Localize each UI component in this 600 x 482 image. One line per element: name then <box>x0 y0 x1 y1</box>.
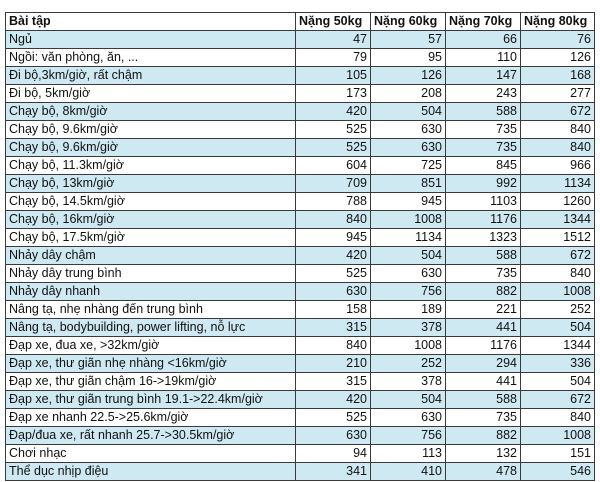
value-70kg-cell: 735 <box>446 139 521 157</box>
table-row <box>6 463 595 481</box>
value-50kg-cell: 525 <box>296 121 371 139</box>
activity-cell: Ngồi: văn phòng, ăn, ... <box>6 49 296 67</box>
value-60kg-cell: 1008 <box>371 337 446 355</box>
value-80kg-cell: 672 <box>521 103 595 121</box>
value-70kg-cell: 882 <box>446 283 521 301</box>
table-row <box>6 121 595 139</box>
value-80kg-cell: 546 <box>521 463 595 481</box>
value-70kg-cell: 735 <box>446 409 521 427</box>
value-70kg-cell: 588 <box>446 391 521 409</box>
table-row <box>6 175 595 193</box>
table-row <box>6 49 595 67</box>
activity-cell: Thể dục nhịp điệu <box>6 463 296 481</box>
value-60kg-cell: 630 <box>371 121 446 139</box>
activity-cell: Chạy bộ, 13km/giờ <box>6 175 296 193</box>
table-row <box>6 301 595 319</box>
header-row <box>6 13 595 31</box>
activity-cell: Chạy bộ, 9.6km/giờ <box>6 121 296 139</box>
value-50kg-cell: 47 <box>296 31 371 49</box>
header-weight-70kg: Nặng 70kg <box>446 13 521 31</box>
value-70kg-cell: 992 <box>446 175 521 193</box>
value-80kg-cell: 840 <box>521 409 595 427</box>
value-80kg-cell: 1344 <box>521 337 595 355</box>
table-row <box>6 265 595 283</box>
activity-cell: Ngủ <box>6 31 296 49</box>
value-60kg-cell: 113 <box>371 445 446 463</box>
value-50kg-cell: 525 <box>296 409 371 427</box>
activity-cell: Chơi nhạc <box>6 445 296 463</box>
activity-cell: Chạy bộ, 14.5km/giờ <box>6 193 296 211</box>
value-60kg-cell: 756 <box>371 283 446 301</box>
value-80kg-cell: 126 <box>521 49 595 67</box>
value-60kg-cell: 504 <box>371 247 446 265</box>
value-60kg-cell: 630 <box>371 409 446 427</box>
activity-cell: Nhảy dây chậm <box>6 247 296 265</box>
table-row <box>6 445 595 463</box>
value-80kg-cell: 672 <box>521 391 595 409</box>
activity-cell: Chạy bộ, 11.3km/giờ <box>6 157 296 175</box>
table-header <box>6 13 595 31</box>
value-50kg-cell: 94 <box>296 445 371 463</box>
value-80kg-cell: 277 <box>521 85 595 103</box>
value-50kg-cell: 158 <box>296 301 371 319</box>
value-80kg-cell: 504 <box>521 319 595 337</box>
value-70kg-cell: 110 <box>446 49 521 67</box>
value-50kg-cell: 315 <box>296 373 371 391</box>
value-80kg-cell: 76 <box>521 31 595 49</box>
value-80kg-cell: 1008 <box>521 427 595 445</box>
value-50kg-cell: 210 <box>296 355 371 373</box>
value-70kg-cell: 132 <box>446 445 521 463</box>
value-50kg-cell: 173 <box>296 85 371 103</box>
activity-cell: Đạp xe, thư giãn nhẹ nhàng <16km/giờ <box>6 355 296 373</box>
value-50kg-cell: 79 <box>296 49 371 67</box>
value-50kg-cell: 525 <box>296 139 371 157</box>
value-60kg-cell: 504 <box>371 103 446 121</box>
value-60kg-cell: 725 <box>371 157 446 175</box>
table-row <box>6 427 595 445</box>
value-70kg-cell: 1103 <box>446 193 521 211</box>
value-50kg-cell: 945 <box>296 229 371 247</box>
table-row <box>6 391 595 409</box>
value-60kg-cell: 1008 <box>371 211 446 229</box>
value-70kg-cell: 441 <box>446 373 521 391</box>
table-row <box>6 229 595 247</box>
activity-cell: Nhảy dây trung bình <box>6 265 296 283</box>
value-80kg-cell: 1134 <box>521 175 595 193</box>
value-60kg-cell: 851 <box>371 175 446 193</box>
table-row <box>6 211 595 229</box>
table-row <box>6 373 595 391</box>
value-70kg-cell: 735 <box>446 121 521 139</box>
table-row <box>6 139 595 157</box>
value-50kg-cell: 420 <box>296 247 371 265</box>
value-80kg-cell: 840 <box>521 121 595 139</box>
value-60kg-cell: 1134 <box>371 229 446 247</box>
table-row <box>6 31 595 49</box>
value-50kg-cell: 105 <box>296 67 371 85</box>
value-70kg-cell: 294 <box>446 355 521 373</box>
value-50kg-cell: 315 <box>296 319 371 337</box>
value-70kg-cell: 1176 <box>446 211 521 229</box>
value-70kg-cell: 243 <box>446 85 521 103</box>
value-60kg-cell: 378 <box>371 373 446 391</box>
value-60kg-cell: 630 <box>371 139 446 157</box>
table-row <box>6 319 595 337</box>
table-row <box>6 409 595 427</box>
value-70kg-cell: 1323 <box>446 229 521 247</box>
value-60kg-cell: 208 <box>371 85 446 103</box>
value-60kg-cell: 410 <box>371 463 446 481</box>
header-weight-50kg: Nặng 50kg <box>296 13 371 31</box>
activity-cell: Đi bộ, 5km/giờ <box>6 85 296 103</box>
value-50kg-cell: 420 <box>296 103 371 121</box>
value-60kg-cell: 252 <box>371 355 446 373</box>
value-80kg-cell: 672 <box>521 247 595 265</box>
table-body <box>6 31 595 481</box>
value-80kg-cell: 504 <box>521 373 595 391</box>
value-80kg-cell: 840 <box>521 139 595 157</box>
value-70kg-cell: 441 <box>446 319 521 337</box>
value-50kg-cell: 709 <box>296 175 371 193</box>
value-60kg-cell: 945 <box>371 193 446 211</box>
value-60kg-cell: 630 <box>371 265 446 283</box>
table-row <box>6 85 595 103</box>
value-70kg-cell: 478 <box>446 463 521 481</box>
value-50kg-cell: 630 <box>296 283 371 301</box>
value-50kg-cell: 604 <box>296 157 371 175</box>
table-row <box>6 103 595 121</box>
activity-cell: Chạy bộ, 17.5km/giờ <box>6 229 296 247</box>
activity-cell: Chạy bộ, 8km/giờ <box>6 103 296 121</box>
value-60kg-cell: 126 <box>371 67 446 85</box>
value-80kg-cell: 151 <box>521 445 595 463</box>
value-50kg-cell: 341 <box>296 463 371 481</box>
value-70kg-cell: 221 <box>446 301 521 319</box>
activity-cell: Đạp xe, thư giãn trung bình 19.1->22.4km/giờ <box>6 391 296 409</box>
header-weight-80kg: Nặng 80kg <box>521 13 595 31</box>
value-80kg-cell: 840 <box>521 265 595 283</box>
header-weight-60kg: Nặng 60kg <box>371 13 446 31</box>
value-50kg-cell: 420 <box>296 391 371 409</box>
value-50kg-cell: 630 <box>296 427 371 445</box>
activity-cell: Nâng tạ, bodybuilding, power lifting, nỗ lực <box>6 319 296 337</box>
value-80kg-cell: 1008 <box>521 283 595 301</box>
table-row <box>6 337 595 355</box>
table-row <box>6 67 595 85</box>
value-50kg-cell: 788 <box>296 193 371 211</box>
value-80kg-cell: 1344 <box>521 211 595 229</box>
value-50kg-cell: 840 <box>296 337 371 355</box>
value-80kg-cell: 336 <box>521 355 595 373</box>
header-activity: Bài tập <box>6 13 296 31</box>
table-row <box>6 247 595 265</box>
value-60kg-cell: 756 <box>371 427 446 445</box>
value-70kg-cell: 882 <box>446 427 521 445</box>
value-60kg-cell: 378 <box>371 319 446 337</box>
table-row <box>6 193 595 211</box>
value-80kg-cell: 168 <box>521 67 595 85</box>
table-row <box>6 355 595 373</box>
activity-cell: Đạp xe, đua xe, >32km/giờ <box>6 337 296 355</box>
value-80kg-cell: 1260 <box>521 193 595 211</box>
activity-cell: Nâng tạ, nhẹ nhàng đến trung bình <box>6 301 296 319</box>
value-70kg-cell: 845 <box>446 157 521 175</box>
activity-cell: Chạy bộ, 16km/giờ <box>6 211 296 229</box>
value-70kg-cell: 588 <box>446 103 521 121</box>
table-row <box>6 157 595 175</box>
value-50kg-cell: 525 <box>296 265 371 283</box>
value-80kg-cell: 966 <box>521 157 595 175</box>
value-50kg-cell: 840 <box>296 211 371 229</box>
value-80kg-cell: 1512 <box>521 229 595 247</box>
value-70kg-cell: 735 <box>446 265 521 283</box>
activity-cell: Đi bộ,3km/giờ, rất chậm <box>6 67 296 85</box>
table-row <box>6 283 595 301</box>
activity-cell: Đạp xe nhanh 22.5->25.6km/giờ <box>6 409 296 427</box>
value-70kg-cell: 66 <box>446 31 521 49</box>
value-70kg-cell: 147 <box>446 67 521 85</box>
value-60kg-cell: 57 <box>371 31 446 49</box>
value-70kg-cell: 1176 <box>446 337 521 355</box>
calorie-table <box>5 12 595 481</box>
activity-cell: Đạp xe, thư giãn chậm 16->19km/giờ <box>6 373 296 391</box>
value-60kg-cell: 189 <box>371 301 446 319</box>
value-80kg-cell: 252 <box>521 301 595 319</box>
value-70kg-cell: 588 <box>446 247 521 265</box>
value-60kg-cell: 504 <box>371 391 446 409</box>
activity-cell: Nhảy dây nhanh <box>6 283 296 301</box>
activity-cell: Đạp/đua xe, rất nhanh 25.7->30.5km/giờ <box>6 427 296 445</box>
activity-cell: Chạy bộ, 9.6km/giờ <box>6 139 296 157</box>
value-60kg-cell: 95 <box>371 49 446 67</box>
